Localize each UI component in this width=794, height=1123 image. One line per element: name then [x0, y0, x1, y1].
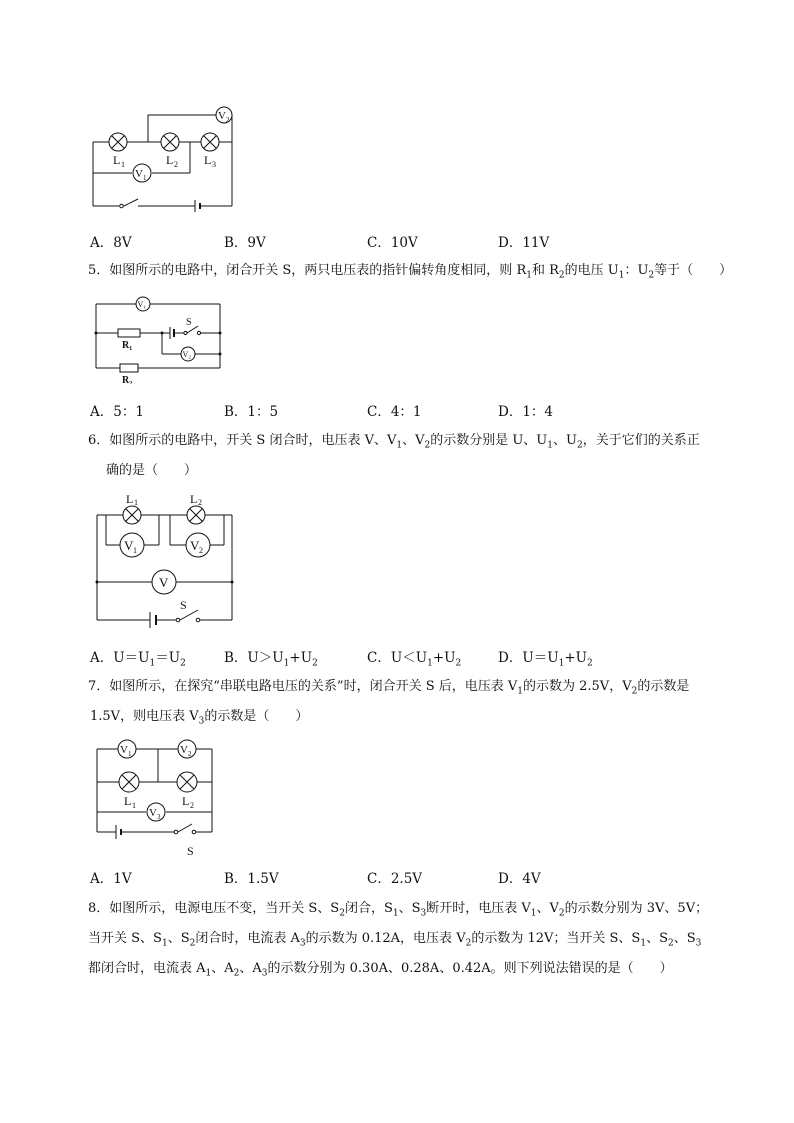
- q5-circuit-diagram: [92, 292, 227, 384]
- svg-text:2: 2: [174, 160, 178, 169]
- q5-option-d[interactable]: D．1：4: [498, 404, 554, 420]
- q7-question-stem-line2: 1.5V，则电压表 $V_3$的示数是（ ）: [90, 709, 309, 727]
- q8-question-stem-line1: 8．如图所示，电源电压不变，当开关 S、$S_2$闭合，$S_1$、$S_3$断开时，电压表 $V_1$、$V_2$的示数分别为 3V、5V；: [88, 901, 709, 919]
- q8-question-stem-line2: 当开关 S、$S_1$、$S_2$闭合时，电流表 $A_3$的示数为 0.12A，电压表 $V_2$的示数为 12V；当开关 S、$S_1$、$S_2$、$S_3$: [88, 931, 702, 949]
- q8-question-stem-line3: 都闭合时，电流表 $A_1$、$A_2$、$A_3$的示数分别为 0.30A、0.28A、0.42A。则下列说法错误的是（ ）: [88, 961, 673, 979]
- q6-option-c[interactable]: C．$U<U_1+U_2$: [367, 650, 462, 669]
- svg-text:L: L: [190, 492, 198, 506]
- svg-text:V: V: [218, 110, 226, 122]
- svg-text:1: 1: [128, 750, 132, 758]
- svg-text:V: V: [120, 744, 128, 756]
- svg-text:L: L: [166, 153, 174, 167]
- q6-option-a[interactable]: A．$U=U_1=U_2$: [90, 650, 186, 669]
- q4-option-d[interactable]: D．11V: [498, 235, 550, 251]
- svg-text:3: 3: [212, 160, 216, 169]
- q7-option-a[interactable]: A．1V: [90, 871, 132, 887]
- q7-circuit-diagram: [92, 734, 217, 864]
- svg-text:2: 2: [199, 546, 203, 555]
- svg-text:1: 1: [134, 498, 138, 507]
- svg-text:1: 1: [132, 801, 136, 810]
- q7-option-c[interactable]: C．2.5V: [367, 871, 423, 887]
- q4-circuit-diagram: [88, 100, 238, 215]
- q6-option-b[interactable]: B．$U>U_1+U_2$: [224, 650, 318, 669]
- q7-question-stem-line1: 7．如图所示，在探究“串联电路电压的关系”时，闭合开关 S 后，电压表 $V_1$的示数为 2.5V，$V_2$的示数是: [88, 679, 690, 697]
- q5-question-stem: 5．如图所示的电路中，闭合开关 S，两只电压表的指针偏转角度相同，则 $R_1$和 $R_2$的电压 $U_1$：$U_2$等于（ ）: [88, 263, 733, 281]
- svg-text:3: 3: [157, 813, 161, 821]
- q7-option-b[interactable]: B．1.5V: [224, 871, 279, 887]
- svg-text:L: L: [126, 492, 134, 506]
- svg-text:1: 1: [143, 174, 147, 182]
- q6-question-stem-line1: 6．如图所示的电路中，开关 S 闭合时，电压表 V、$V_1$、$V_2$的示数分别是 U、$U_1$、$U_2$，关于它们的关系正: [88, 433, 700, 451]
- q5-resistor-r1: [118, 329, 140, 337]
- q7-option-d[interactable]: D．4V: [498, 871, 541, 887]
- svg-text:1: 1: [133, 546, 137, 555]
- svg-text:1: 1: [121, 160, 125, 169]
- q6-circuit-diagram: [92, 490, 237, 635]
- q6-option-d[interactable]: D．$U=U_1+U_2$: [498, 650, 593, 669]
- svg-text:V₂: V₂: [182, 350, 192, 359]
- svg-text:L: L: [182, 794, 190, 808]
- q4-option-c[interactable]: C．10V: [367, 235, 418, 251]
- svg-text:V: V: [124, 538, 134, 553]
- svg-text:V: V: [149, 807, 157, 819]
- svg-text:V: V: [180, 744, 188, 756]
- svg-text:S: S: [187, 844, 194, 858]
- svg-text:L: L: [124, 794, 132, 808]
- q6-question-stem-line2: 确的是（ ）: [106, 463, 198, 478]
- svg-text:2: 2: [190, 801, 194, 810]
- svg-text:2: 2: [198, 498, 202, 507]
- svg-text:R₁: R₁: [122, 340, 133, 351]
- svg-text:2: 2: [188, 750, 192, 758]
- q5-option-a[interactable]: A．5：1: [90, 404, 144, 420]
- svg-text:V: V: [159, 575, 169, 590]
- q5-option-c[interactable]: C．4：1: [367, 404, 422, 420]
- svg-text:L: L: [113, 153, 121, 167]
- svg-text:S: S: [186, 317, 192, 328]
- q5-option-b[interactable]: B．1：5: [224, 404, 279, 420]
- svg-text:S: S: [180, 598, 187, 612]
- svg-text:L: L: [204, 153, 212, 167]
- svg-text:R₂: R₂: [122, 375, 133, 384]
- svg-text:V: V: [135, 168, 143, 180]
- svg-text:2: 2: [226, 116, 230, 124]
- q4-option-b[interactable]: B．9V: [224, 235, 266, 251]
- svg-text:V: V: [190, 538, 200, 553]
- svg-text:V₁: V₁: [137, 300, 147, 309]
- q5-resistor-r2: [120, 364, 138, 372]
- q4-option-a[interactable]: A．8V: [90, 235, 132, 251]
